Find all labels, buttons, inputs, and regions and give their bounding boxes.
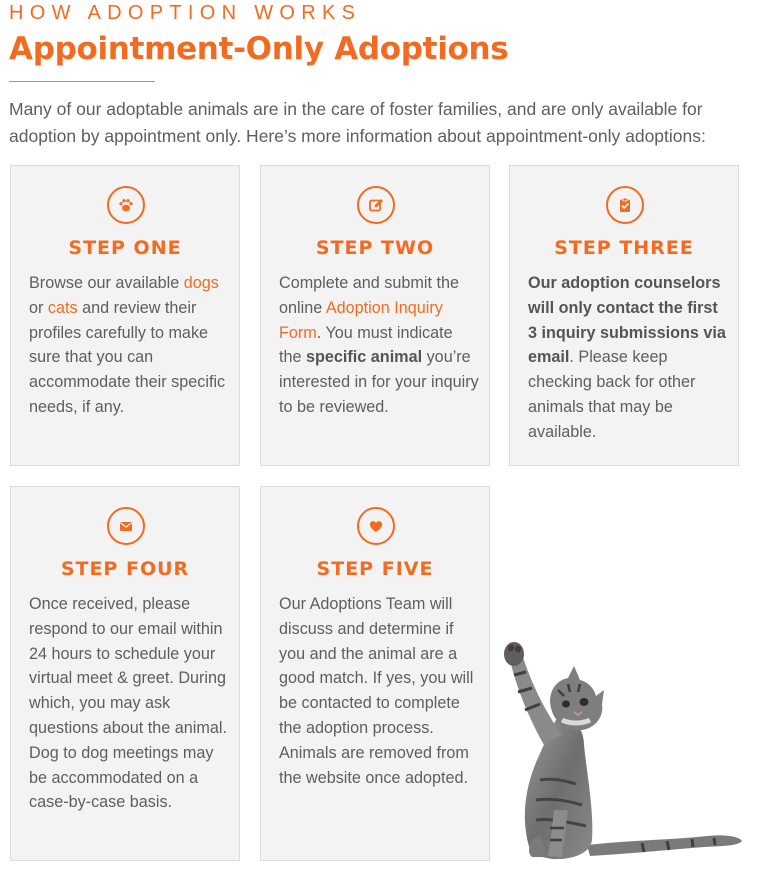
step-four-card <box>10 486 240 861</box>
step-two-card <box>260 165 490 466</box>
step-two-text: Complete and submit the online Adoption Inquiry Form. You must indicate the specific animal you’re interested in for your inquiry to be reviewed. <box>279 274 479 416</box>
step-two-title: STEP TWO <box>315 237 435 259</box>
adoption-inquiry-form-link[interactable]: Adoption Inquiry Form <box>279 298 443 342</box>
paw-icon <box>107 186 145 224</box>
step-one-title: STEP ONE <box>68 237 182 259</box>
step-five-card <box>260 486 490 861</box>
step-three-text: Our adoption counselors will only contact the first 3 inquiry submissions via email. Please keep checking back for other animals that may be available. <box>528 274 726 441</box>
step-one-card <box>10 165 240 466</box>
step-five-text: Our Adoptions Team will discuss and determine if you and the animal are a good match. If yes, you will be contacted to complete the adoption process. Animals are removed from the website once adopted. <box>279 595 474 787</box>
dogs-link[interactable]: dogs <box>183 274 219 292</box>
step-four-text: Once received, please respond to our email within 24 hours to schedule your virtual meet & greet. During which, you may ask questions about the animal. Dog to dog meetings may be accommodated on a case-by-case basis. <box>29 595 227 812</box>
step-one-text: Browse our available dogs or cats and review their profiles carefully to make sure that you can accommodate their specific needs, if any. <box>29 274 226 416</box>
step-five-title: STEP FIVE <box>316 558 434 580</box>
step-three-card <box>509 165 739 466</box>
edit-icon <box>357 186 395 224</box>
step-four-title: STEP FOUR <box>60 558 190 580</box>
intro-paragraph: Many of our adoptable animals are in the care of foster families, and are only available for adoption by appointment only. Here’s more information about appointment-only adoptions: <box>9 99 706 146</box>
section-eyebrow: HOW ADOPTION WORKS <box>9 2 362 24</box>
clipboard-check-icon <box>606 186 644 224</box>
kitten-image <box>492 640 752 865</box>
cats-link[interactable]: cats <box>47 298 78 317</box>
heart-icon <box>357 507 395 545</box>
step-three-title: STEP THREE <box>554 237 694 259</box>
page-title: Appointment-Only Adoptions <box>9 31 509 67</box>
envelope-icon <box>107 507 145 545</box>
title-divider <box>9 81 155 82</box>
